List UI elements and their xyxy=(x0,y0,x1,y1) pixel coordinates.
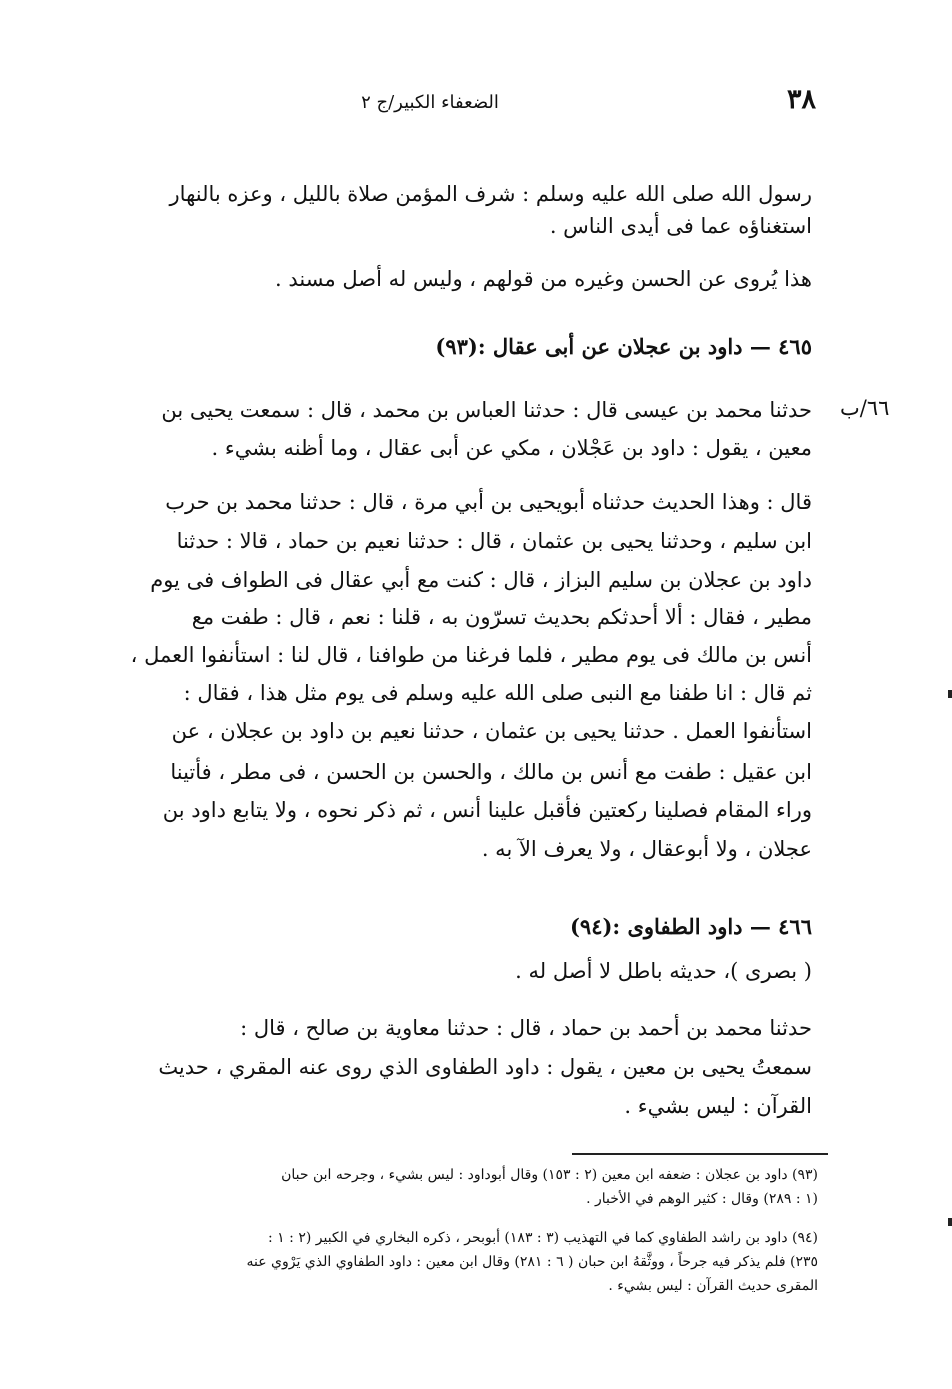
text-line: حدثنا محمد بن أحمد بن حماد ، قال : حدثنا معاوية بن صالح ، قال : xyxy=(240,1016,812,1040)
text-line: استأنفوا العمل . حدثنا يحيى بن عثمان ، حدثنا نعيم بن داود بن عجلان ، عن xyxy=(171,719,812,743)
text-line: سمعتُ يحيى بن معين ، يقول : داود الطفاوى الذي روى عنه المقري ، حديث xyxy=(158,1055,812,1079)
page-number: ٣٨ xyxy=(786,84,816,115)
running-title: الضعفاء الكبير/ج ٢ xyxy=(361,92,499,113)
footnote-line: (٩٤) داود بن راشد الطفاوي كما في التهذيب (٣ : ١٨٣) أبوبحر ، ذكره البخاري في الكبير (٢ : ١ : xyxy=(267,1230,818,1246)
text-line: استغناؤه عما فى أيدى الناس . xyxy=(549,214,812,238)
footnote-line: (١ : ٢٨٩) وقال : كثير الوهم في الأخبار . xyxy=(586,1191,818,1207)
text-line: مطير ، فقال : ألا أحدثكم بحديث تسرّون به ، قلنا : نعم ، قال : طفت مع xyxy=(191,605,812,629)
text-line: هذا يُروى عن الحسن وغيره من قولهم ، وليس له أصل مسند . xyxy=(275,267,812,291)
margin-note: ٦٦/ب xyxy=(840,396,890,420)
scan-speck xyxy=(948,1218,952,1226)
text-line: قال : وهذا الحديث حدثناه أبويحيى بن أبي مرة ، قال : حدثنا محمد بن حرب xyxy=(165,490,812,514)
footnote-line: ٢٣٥) فلم يذكر فيه جرحاً ، ووثَّقهُ ابن حبان ( ٦ : ٢٨١) وقال ابن معين : داود الطفاوي الذي يَرْوي عنه xyxy=(246,1254,818,1270)
text-line: داود بن عجلان بن سليم البزاز ، قال : كنت مع أبي عقال فى الطواف فى يوم xyxy=(150,568,812,592)
footnote-rule xyxy=(572,1153,828,1155)
text-line: حدثنا محمد بن عيسى قال : حدثنا العباس بن محمد ، قال : سمعت يحيى بن xyxy=(161,398,812,422)
text-line: القرآن : ليس بشيء . xyxy=(624,1094,812,1118)
text-line: ( بصرى )، حديثه باطل لا أصل له . xyxy=(515,959,812,983)
text-line: وراء المقام فصلينا ركعتين فأقبل علينا أنس ، ثم ذكر نحوه ، ولا يتابع داود بن xyxy=(162,798,812,822)
entry-heading: ٤٦٥ — داود بن عجلان عن أبى عقال :(٩٣) xyxy=(435,334,812,359)
text-line: ابن سليم ، وحدثنا يحيى بن عثمان ، قال : حدثنا نعيم بن حماد ، قالا : حدثنا xyxy=(176,529,812,553)
footnote-line: (٩٣) داود بن عجلان : ضعفه ابن معين (٢ : ١٥٣) وقال أبوداود : ليس بشيء ، وجرحه ابن حبان xyxy=(281,1167,818,1183)
text-line: عجلان ، ولا أبوعقال ، ولا يعرف الآ به . xyxy=(481,837,812,861)
text-line: أنس بن مالك فى يوم مطير ، فلما فرغنا من طوافنا ، قال لنا : استأنفوا العمل ، xyxy=(130,643,812,667)
entry-heading: ٤٦٦ — داود الطفاوى :(٩٤) xyxy=(569,914,812,939)
text-line: ثم قال : انا طفنا مع النبى صلى الله عليه وسلم فى يوم مثل هذا ، فقال : xyxy=(183,681,812,705)
scan-speck xyxy=(948,690,952,698)
text-line: معين ، يقول : داود بن عَجْلان ، مكي عن أبى عقال ، وما أظنه بشيء . xyxy=(211,436,812,460)
text-line: ابن عقيل : طفت مع أنس بن مالك ، والحسن بن الحسن ، فى مطر ، فأتينا xyxy=(170,760,812,784)
footnote-line: المقرى حديث القرآن : ليس بشيء . xyxy=(608,1278,818,1294)
text-line: رسول الله صلى الله عليه وسلم : شرف المؤمن صلاة بالليل ، وعزه بالنهار xyxy=(169,182,812,206)
